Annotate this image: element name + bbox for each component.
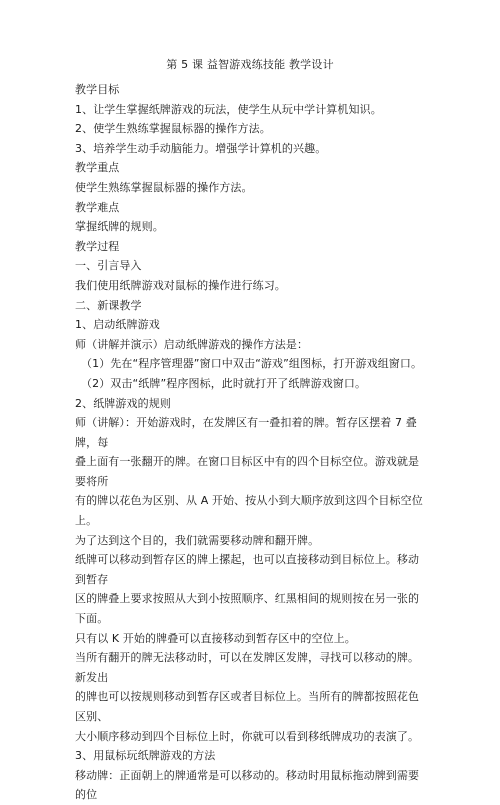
heading-objectives: 教学目标 — [75, 83, 120, 96]
objective-2: 2、使学生熟练掌握鼠标器的操作方法。 — [75, 122, 271, 136]
step-1-heading: 1、启动纸牌游戏 — [75, 318, 160, 332]
rules-line-3: 有的牌以花色为区别、从 A 开始、按从小到大顺序放到这四个目标空位上。 — [75, 494, 423, 528]
rules-line-10: 大小顺序移动到四个目标位上时，你就可以看到移纸牌成功的表演了。 — [75, 729, 420, 743]
rules-line-4: 为了达到这个目的，我们就需要移动牌和翻开牌。 — [75, 533, 320, 547]
section-new-lesson-heading: 二、新课教学 — [75, 298, 142, 312]
document-body — [75, 80, 427, 805]
rules-line-1: 师（讲解）：开始游戏时，在发牌区有一叠扣着的牌。暂存区摆着 7 叠牌，每 — [75, 416, 417, 449]
rules-line-7: 只有以 K 开始的牌叠可以直接移动到暂存区中的空位上。 — [75, 631, 356, 645]
step-1-text: 师（讲解并演示）启动纸牌游戏的操作方法是： — [75, 337, 309, 351]
rules-line-6: 区的牌叠上要求按照从大到小按照顺序、红黑相间的规则按在另一张的下面。 — [75, 592, 420, 626]
objective-1: 1、让学生掌握纸牌游戏的玩法，使学生从玩中学计算机知识。 — [75, 102, 382, 116]
document-title: 第 5 课 益智游戏练技能 教学设计 — [166, 58, 334, 71]
rules-line-8: 当所有翻开的牌无法移动时，可以在发牌区发牌，寻找可以移动的牌。新发出 — [75, 651, 420, 684]
rules-line-5: 纸牌可以移动到暂存区的牌上摞起，也可以直接移动到目标位上。移动到暂存 — [75, 553, 420, 586]
heading-key-points: 教学重点 — [75, 161, 120, 175]
rules-line-2: 叠上面有一张翻开的牌。在窗口目标区中有的四个目标空位。游戏就是要将所 — [75, 455, 420, 488]
step-1-sub-1: （1）先在“程序管理器”窗口中双击“游戏”组图标，打开游戏组窗口。 — [81, 357, 423, 371]
section-intro-heading: 一、引言导入 — [75, 259, 142, 273]
objective-3: 3、培养学生动手动脑能力。增强学计算机的兴趣。 — [75, 141, 327, 155]
key-point-text: 使学生熟练掌握鼠标器的操作方法。 — [75, 180, 253, 194]
intro-text: 我们使用纸牌游戏对鼠标的操作进行练习。 — [75, 278, 286, 292]
step-2-heading: 2、纸牌游戏的规则 — [75, 396, 171, 410]
heading-difficulties: 教学难点 — [75, 200, 120, 214]
move-card-text: 移动牌：正面朝上的牌通常是可以移动的。移动时用鼠标拖动牌到需要的位 — [75, 768, 420, 802]
step-1-sub-2: （2）双击“纸牌”程序图标，此时就打开了纸牌游戏窗口。 — [81, 376, 367, 390]
difficulty-text: 掌握纸牌的规则。 — [75, 220, 164, 234]
heading-process: 教学过程 — [75, 239, 120, 253]
rules-line-9: 的牌也可以按规则移动到暂存区或者目标位上。当所有的牌都按照花色区别、 — [75, 690, 420, 723]
step-3-heading: 3、用鼠标玩纸牌游戏的方法 — [75, 749, 216, 763]
